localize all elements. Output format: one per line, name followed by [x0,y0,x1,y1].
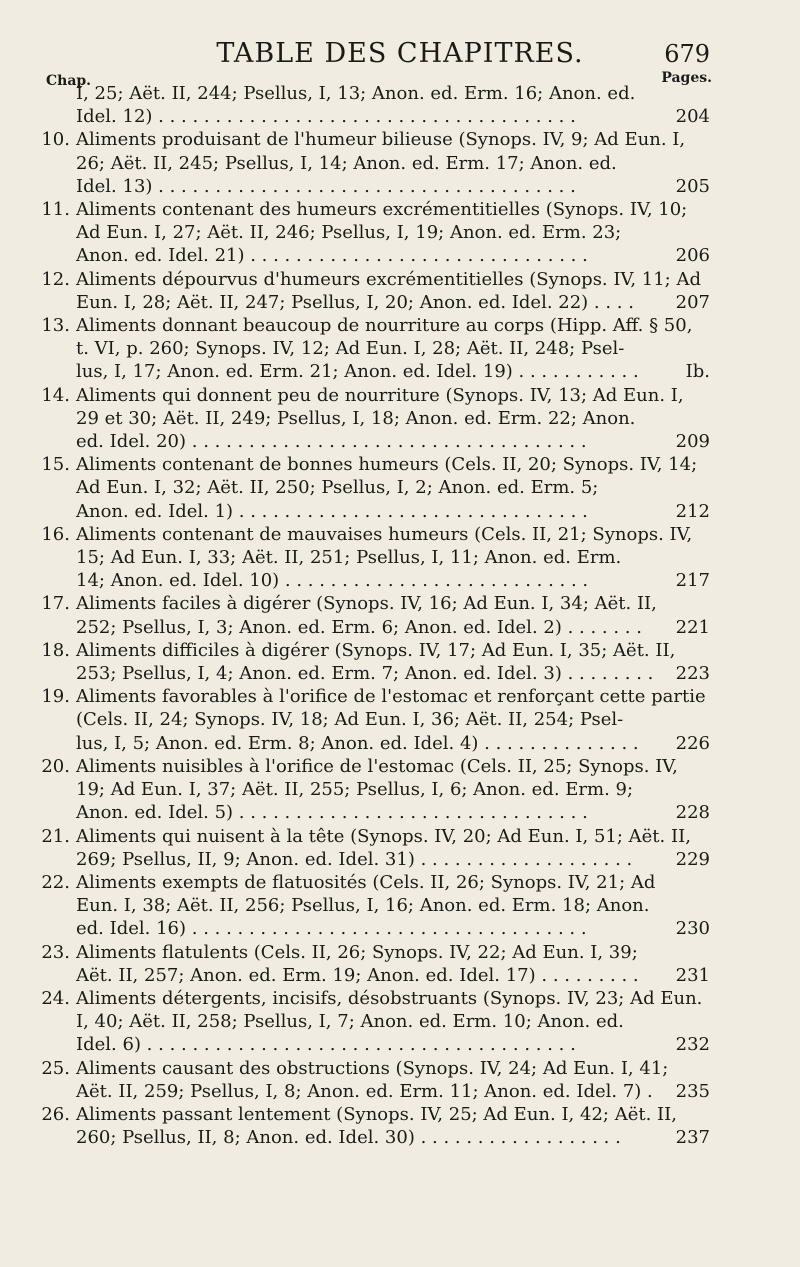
chapter-page: 231 [675,964,710,986]
chapter-number: 14. [41,384,70,406]
toc-entry [0,268,800,314]
chapter-number: 10. [41,129,70,151]
chapter-page: 229 [675,848,710,870]
chapter-page: 226 [675,732,710,754]
chapter-text: I, 25; Aët. II, 244; Psellus, I, 13; Anon. ed. Erm. 16; Anon. ed. Idel. 12) . . . . . . . . . . . . . . . . . . . . . . . . . . . . . . . . . . . . . [76,83,636,128]
toc-entry [0,685,800,755]
chapter-number: 19. [41,686,70,708]
chapter-number: 16. [41,523,70,545]
chapter-page: 209 [675,431,710,453]
chapter-text: Aliments favorables à l'orifice de l'estomac et renforçant cette partie (Cels. II, 24; Synops. IV, 18; Ad Eun. I, 36; Aët. II, 254; Psel- lus, I, 5; Anon. ed. Erm. 8; Anon. ed. Idel. 4) . . . . . . . . . . . . . . [76,686,706,754]
chapter-text: Aliments difficiles à digérer (Synops. IV, 17; Ad Eun. I, 35; Aët. II, 253; Psellus, I, 4; Anon. ed. Erm. 7; Anon. ed. Idel. 3) . . . . . . . . [76,639,676,685]
chapter-text: Aliments nuisibles à l'orifice de l'estomac (Cels. II, 25; Synops. IV, 19; Ad Eun. I, 37; Aët. II, 255; Psellus, I, 6; Anon. ed. Erm. 9; Anon. ed. Idel. 5) . . . . . . . . . . . . . . . . . . . . . . . . . . . . . . . [76,755,678,824]
page-title: TABLE DES CHAPITRES. [216,38,584,69]
chapter-text: Aliments donnant beaucoup de nourriture au corps (Hipp. Aff. § 50, t. VI, p. 260; Synops. IV, 12; Ad Eun. I, 28; Aët. II, 248; Psel- lus, I, 17; Anon. ed. Erm. 21; Anon. ed. Idel. 19) . . . . . . . . . . . [76,315,693,383]
toc-entry [0,453,800,523]
toc-entry [0,523,800,593]
chapter-number: 25. [41,1057,70,1079]
toc-entry [0,871,800,941]
chapter-page: 228 [675,802,710,824]
chapter-text: Aliments passant lentement (Synops. IV, 25; Ad Eun. I, 42; Aët. II, 260; Psellus, II, 8; Anon. ed. Idel. 30) . . . . . . . . . . . . . . . . . . [76,1103,677,1149]
toc-entry [0,198,800,268]
toc-entry [0,639,800,685]
chapter-number: 11. [41,199,70,221]
chapter-page: 237 [675,1127,710,1149]
chapter-number: 18. [41,639,70,661]
chapter-page: 232 [675,1034,710,1056]
chapter-number: 21. [41,825,70,847]
chapter-page: 235 [675,1080,710,1102]
chapter-page: 205 [675,175,710,197]
chapter-text: Aliments causant des obstructions (Synops. IV, 24; Ad Eun. I, 41; Aët. II, 259; Psellus, I, 8; Anon. ed. Erm. 11; Anon. ed. Idel. 7) . [76,1057,669,1102]
chapter-number: 12. [41,268,70,290]
chapter-text: Aliments contenant de bonnes humeurs (Cels. II, 20; Synops. IV, 14; Ad Eun. I, 32; Aët. II, 250; Psellus, I, 2; Anon. ed. Erm. 5; Anon. ed. Idel. 1) . . . . . . . . . . . . . . . . . . . . . . . . . . . . . . . [76,454,698,522]
chapter-text: Aliments contenant de mauvaises humeurs (Cels. II, 21; Synops. IV, 15; Ad Eun. I, 33; Aët. II, 251; Psellus, I, 11; Anon. ed. Erm. 14; Anon. ed. Idel. 10) . . . . . . . . . . . . . . . . . . . . . . . . . . . [76,523,693,592]
chapter-number: 20. [41,755,70,777]
chapter-number: 24. [41,987,70,1009]
chapter-number: 22. [41,871,70,893]
chapter-text: Aliments exempts de flatuosités (Cels. II, 26; Synops. IV, 21; Ad Eun. I, 38; Aët. II, 256; Psellus, I, 16; Anon. ed. Erm. 18; Anon. ed. Idel. 16) . . . . . . . . . . . . . . . . . . . . . . . . . . . . . . . . . . . [76,871,656,940]
chapter-page: Ib. [685,361,710,383]
table-of-contents [0,82,800,1149]
chapter-text: Aliments qui nuisent à la tête (Synops. IV, 20; Ad Eun. I, 51; Aët. II, 269; Psellus, II, 9; Anon. ed. Idel. 31) . . . . . . . . . . . . . . . . . . . [76,825,691,870]
chapter-page: 230 [675,918,710,940]
chapter-page: 221 [675,616,710,638]
chapter-number: 17. [41,593,70,615]
chapter-text: Aliments dépourvus d'humeurs excrémentitielles (Synops. IV, 11; Ad Eun. I, 28; Aët. II, 247; Psellus, I, 20; Anon. ed. Idel. 22) . . . . [76,268,701,313]
toc-entry [0,1103,800,1149]
chapter-page: 206 [675,245,710,267]
chapter-number: 15. [41,454,70,476]
chapter-column-label: Chap. [46,73,92,89]
chapter-text: Aliments faciles à digérer (Synops. IV, 16; Ad Eun. I, 34; Aët. II, 252; Psellus, I, 3; Anon. ed. Erm. 6; Anon. ed. Idel. 2) . . . . . . . [76,593,657,638]
chapter-page: 207 [675,291,710,313]
toc-entry [0,987,800,1057]
toc-entry [0,82,800,128]
toc-entry [0,1057,800,1103]
toc-entry [0,314,800,384]
chapter-number: 13. [41,315,70,337]
chapter-text: Aliments contenant des humeurs excrémentitielles (Synops. IV, 10; Ad Eun. I, 27; Aët. II, 246; Psellus, I, 19; Anon. ed. Erm. 23; Anon. ed. Idel. 21) . . . . . . . . . . . . . . . . . . . . . . . . . . . . . . [76,199,688,267]
chapter-number: 26. [41,1103,70,1125]
pages-column-label: Pages. [661,70,712,86]
chapter-page: 217 [675,570,710,592]
chapter-page: 223 [675,663,710,685]
chapter-text: Aliments qui donnent peu de nourriture (Synops. IV, 13; Ad Eun. I, 29 et 30; Aët. II, 249; Psellus, I, 18; Anon. ed. Erm. 22; Anon. ed. Idel. 20) . . . . . . . . . . . . . . . . . . . . . . . . . . . . . . . . . . . [76,384,684,453]
toc-entry [0,384,800,454]
toc-entry [0,128,800,198]
toc-entry [0,825,800,871]
toc-entry [0,592,800,638]
chapter-text: Aliments détergents, incisifs, désobstruants (Synops. IV, 23; Ad Eun. I, 40; Aët. II, 258; Psellus, I, 7; Anon. ed. Erm. 10; Anon. ed. Idel. 6) . . . . . . . . . . . . . . . . . . . . . . . . . . . . . . . . . . . . . . [76,987,703,1056]
toc-entry [0,755,800,825]
chapter-text: Aliments produisant de l'humeur bilieuse (Synops. IV, 9; Ad Eun. I, 26; Aët. II, 245; Psellus, I, 14; Anon. ed. Erm. 17; Anon. ed. Idel. 13) . . . . . . . . . . . . . . . . . . . . . . . . . . . . . . . . . . . . . [76,129,686,197]
chapter-page: 212 [675,500,710,522]
chapter-number: 23. [41,941,70,963]
toc-entry [0,941,800,987]
chapter-text: Aliments flatulents (Cels. II, 26; Synops. IV, 22; Ad Eun. I, 39; Aët. II, 257; Anon. ed. Erm. 19; Anon. ed. Idel. 17) . . . . . . . . . [76,941,639,986]
page-number: 679 [664,40,710,68]
chapter-page: 204 [675,106,710,128]
